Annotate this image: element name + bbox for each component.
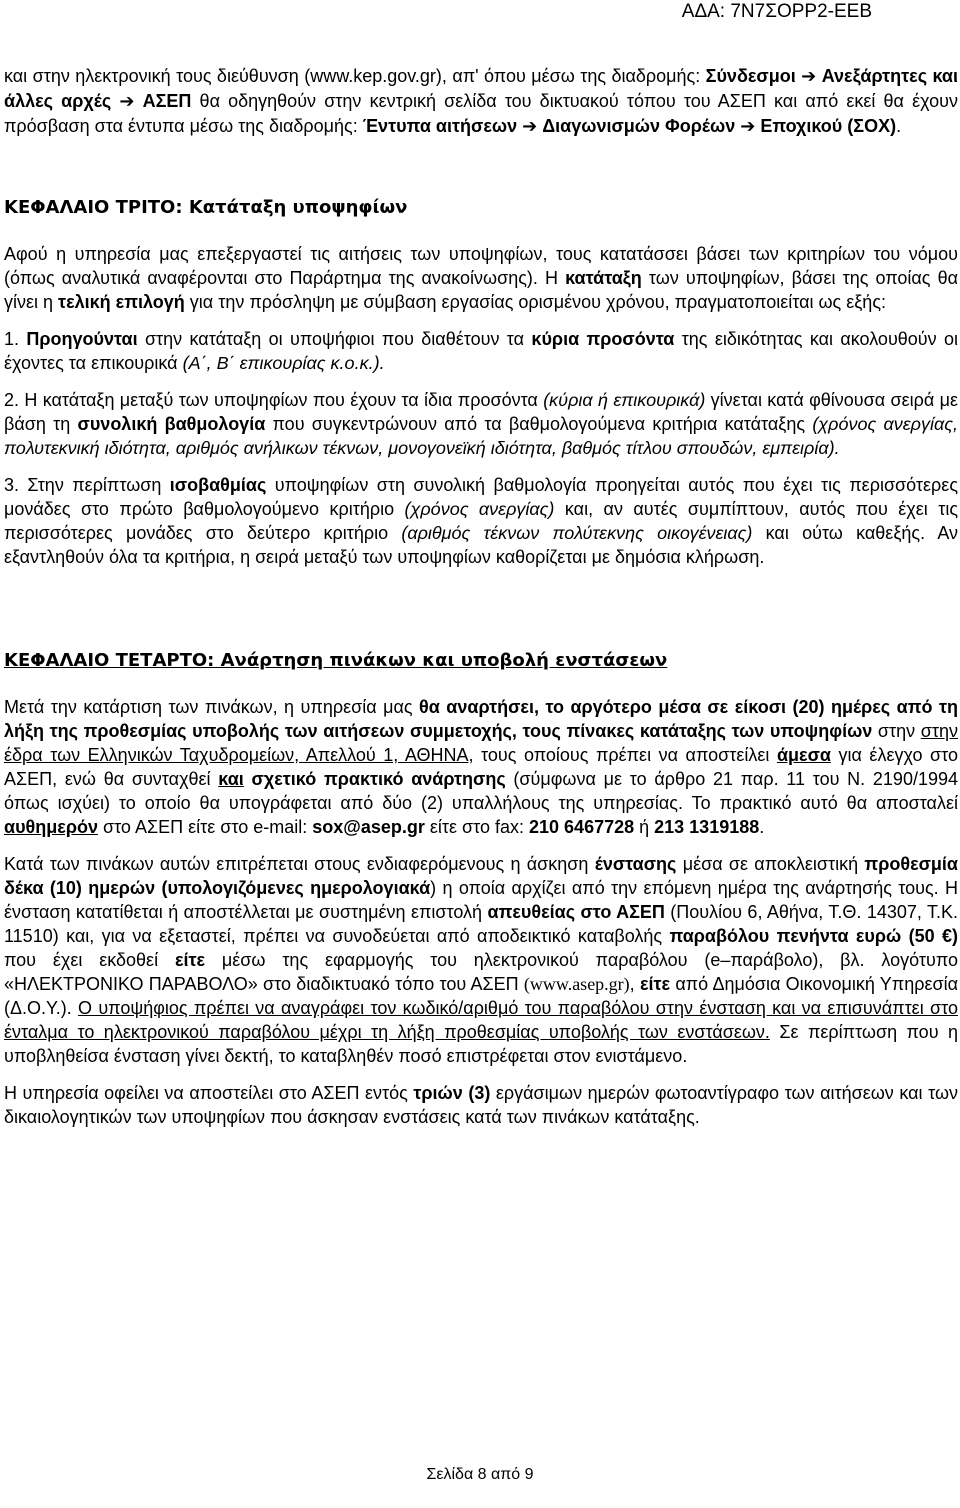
ch3-item-2: 2. Η κατάταξη μεταξύ των υποψηφίων που έχουν τα ίδια προσόντα (κύρια ή επικουρικά) γίνεται κατά φθίνουσα σειρά με βάση τη συνολική βαθμολογία που συγκεντρώνουν από τα βαθμολογούμενα κριτήρια κατάταξης (χρόνος ανεργίας, πολυτεκνική ιδιότητα, αριθμός ανήλικων τέκνων, μονογονεϊκή ιδιότητα, βαθμός τίτλου σπουδών, εμπειρία). [4,390,958,458]
path-forms: Έντυπα αιτήσεων [362,116,518,136]
ch3-paragraph: Αφού η υπηρεσία μας επεξεργαστεί τις αιτήσεις των υποψηφίων, τους κατατάσσει βάσει των κριτηρίων του νόμου (όπως αναλυτικά αναφέρονται στο Παράρτημα της ανακοίνωσης). Η κατάταξη των υποψηφίων, βάσει της οποίας θα γίνει η τελική επιλογή για την πρόσληψη με σύμβαση εργασίας ορισμένου χρόνου, πραγματοποιείται ως εξής: [4,244,958,312]
arrow-icon: ➔ [119,91,135,112]
ch4-paragraph-3: Η υπηρεσία οφείλει να αποστείλει στο ΑΣΕΠ εντός τριών (3) εργάσιμων ημερών φωτοαντίγραφο των αιτήσεων και των δικαιολογητικών των υποψηφίων που άσκησαν ενστάσεις κατά των πινάκων κατάταξης. [4,1083,958,1127]
ch4-paragraph-2: Κατά των πινάκων αυτών επιτρέπεται στους ενδιαφερόμενους η άσκηση ένστασης μέσα σε αποκλειστική προθεσμία δέκα (10) ημερών (υπολογιζόμενες ημερολογιακά) η οποία αρχίζει από την επόμενη ημέρα της ανάρτησής τους. Η ένσταση κατατίθεται ή αποστέλλεται με συστημένη επιστολή απευθείας στο ΑΣΕΠ (Πουλίου 6, Αθήνα, Τ.Θ. 14307, Τ.Κ. 11510) και, για να εξεταστεί, πρέπει να συνοδεύεται από αποδεικτικό καταβολής παραβόλου πενήντα ευρώ (50 €) που έχει εκδοθεί είτε μέσω της εφαρμογής του ηλεκτρονικού παραβόλου (e–παράβολο), βλ. λογότυπο «ΗΛΕΚΤΡΟΝΙΚΟ ΠΑΡΑΒΟΛΟ» στο διαδικτυακό τόπο του ΑΣΕΠ (www.asep.gr), είτε από Δημόσια Οικονομική Υπηρεσία (Δ.Ο.Υ.). Ο υποψήφιος πρέπει να αναγράφει τον κωδικό/αριθμό του παραβόλου στην ένσταση και να επισυνάπτει στο ένταλμα το ηλεκτρονικού παραβόλου μέχρι τη λήξη προθεσμίας υποβολής των ενστάσεων. Σε περίπτωση που η υποβληθείσα ένσταση γίνει δεκτή, το καταβληθέν ποσό επιστρέφεται στον ενιστάμενο. [4,854,959,1066]
ch3-item-1: 1. Προηγούνται στην κατάταξη οι υποψήφιοι που διαθέτουν τα κύρια προσόντα της ειδικότητας και ακολουθούν οι έχοντες τα επικουρικά (Α΄, Β΄ επικουρίας κ.ο.κ.). [4,329,959,373]
path-asep: ΑΣΕΠ [142,91,192,111]
path-competitions: Διαγωνισμών Φορέων [542,116,736,136]
email-address: sox@asep.gr [312,817,425,837]
path-independent-authorities: Ανεξάρτητες και άλλες αρχές [4,66,958,111]
arrow-icon: ➔ [522,116,538,137]
ch3-item-3: 3. Στην περίπτωση ισοβαθμίας υποψηφίων στη συνολική βαθμολογία προηγείται αυτός που έχει τις περισσότερες μονάδες στο πρώτο βαθμολογούμενο κριτήριο (χρόνος ανεργίας) και, αν αυτές συμπίπτουν, αυτός που έχει τις περισσότερες μονάδες στο δεύτερο κριτήριο (αριθμός τέκνων πολύτεκνης οικογένειας) και ούτω καθεξής. Αν εξαντληθούν όλα τα κριτήρια, η σειρά μεταξύ των υποψηφίων καθορίζεται με δημόσια κλήρωση. [4,475,959,567]
fax-number-2: 213 1319188 [654,817,760,837]
path-links: Σύνδεσμοι [705,66,796,86]
intro-text: και στην ηλεκτρονική τους διεύθυνση (www.kep.gov.gr), απ' όπου μέσω της διαδρομής: [4,66,706,86]
chapter-3-title: ΚΕΦΑΛΑΙΟ ΤΡΙΤΟ: Κατάταξη υποψηφίων [4,197,408,218]
ch4-paragraph-1: Μετά την κατάρτιση των πινάκων, η υπηρεσία μας θα αναρτήσει, το αργότερο μέσα σε είκοσι (20) ημέρες από τη λήξη της προθεσμίας υποβολής των αιτήσεων συμμετοχής, τους πίνακες κατάταξης των υποψηφίων στην στην έδρα των Ελληνικών Ταχυδρομείων, Απελλού 1, ΑΘΗΝΑ, τους οποίους πρέπει να αποστείλει άμεσα για έλεγχο στο ΑΣΕΠ, ενώ θα συνταχθεί και σχετικό πρακτικό ανάρτησης (σύμφωνα με το άρθρο 21 παρ. 11 του Ν. 2190/1994 όπως ισχύει) το οποίο θα υπογράφεται από δύο (2) υπαλλήλους της υπηρεσίας. Το πρακτικό αυτό θα αποσταλεί αυθημερόν στο ΑΣΕΠ είτε στο e-mail: sox@asep.gr είτε στο fax: 210 6467728 ή 213 1319188. [4,697,959,837]
arrow-icon: ➔ [740,116,756,137]
document-body [4,64,958,1129]
fax-number-1: 210 6467728 [529,817,635,837]
chapter-4-title: ΚΕΦΑΛΑΙΟ ΤΕΤΑΡΤΟ: Ανάρτηση πινάκων και υποβολή ενστάσεων [4,650,668,671]
page-number: Σελίδα 8 από 9 [426,1466,534,1483]
arrow-icon: ➔ [801,66,817,87]
intro-paragraph: και στην ηλεκτρονική τους διεύθυνση (www.kep.gov.gr), απ' όπου μέσω της διαδρομής: Σύνδεσμοι ➔ Ανεξάρτητες και άλλες αρχές ➔ ΑΣΕΠ θα οδηγηθούν στην κεντρική σελίδα του δικτυακού τόπου του ΑΣΕΠ και από εκεί θα έχουν πρόσβαση στα έντυπα μέσω της διαδρομής: Έντυπα αιτήσεων ➔ Διαγωνισμών Φορέων ➔ Εποχικού (ΣΟΧ). [4,66,958,137]
intro-text: θα οδηγηθούν στην κεντρική σελίδα του δικτυακού τόπου του ΑΣΕΠ και από εκεί θα έχουν πρόσβαση στα έντυπα μέσω της διαδρομής: [4,91,958,136]
ada-code: ΑΔΑ: 7Ν7ΣΟΡΡ2-ΕΕΒ [681,1,872,22]
path-seasonal: Εποχικού (ΣΟΧ) [760,116,897,136]
asep-website: (www.asep.gr) [523,974,630,994]
